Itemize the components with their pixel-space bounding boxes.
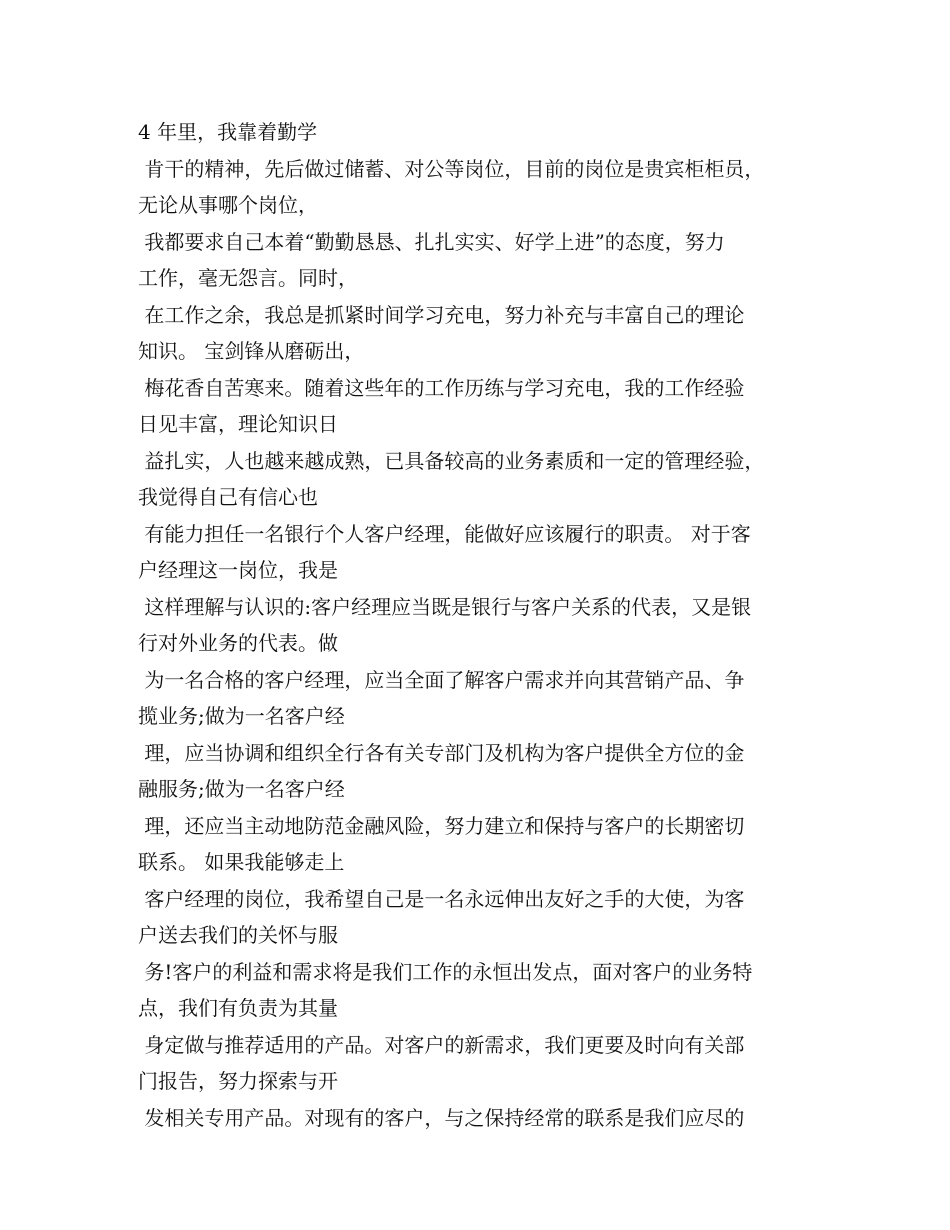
text-line: 理，还应当主动地防范金融风险，努力建立和保持与客户的长期密切 [138, 813, 745, 838]
text-line: 肯干的精神，先后做过储蓄、对公等岗位，目前的岗位是贵宾柜柜员， [138, 156, 765, 181]
text-line: 无论从事哪个岗位， [138, 193, 318, 217]
text-line: 行对外业务的代表。做 [138, 631, 338, 655]
text-line: 我觉得自己有信心也 [138, 485, 318, 509]
text-line: 理，应当协调和组织全行各有关专部门及机构为客户提供全方位的金 [138, 740, 745, 765]
text-line: 这样理解与认识的:客户经理应当既是银行与客户关系的代表，又是银 [138, 594, 752, 619]
text-line: 户送去我们的关怀与服 [138, 923, 338, 947]
text-line: 发相关专用产品。对现有的客户，与之保持经常的联系是我们应尽的 [138, 1105, 745, 1130]
document-body [138, 114, 828, 1136]
text-line: 有能力担任一名银行个人客户经理，能做好应该履行的职责。 对于客 [138, 521, 751, 546]
text-line: 户经理这一岗位，我是 [138, 558, 338, 582]
text-line: 融服务;做为一名客户经 [138, 777, 345, 801]
text-line: 门报告，努力探索与开 [138, 1069, 338, 1093]
text-line: 4 年里，我靠着勤学 [138, 120, 318, 144]
text-line: 知识。 宝剑锋从磨砺出， [138, 339, 365, 363]
text-line: 我都要求自己本着“勤勤恳恳、扎扎实实、好学上进”的态度，努力 [138, 229, 725, 254]
text-line: 为一名合格的客户经理，应当全面了解客户需求并向其营销产品、争 [138, 667, 745, 692]
text-line: 日见丰富，理论知识日 [138, 412, 338, 436]
text-line: 务!客户的利益和需求将是我们工作的永恒出发点，面对客户的业务特 [138, 959, 753, 984]
text-line: 工作，毫无怨言。同时， [138, 266, 358, 290]
text-line: 在工作之余，我总是抓紧时间学习充电，努力补充与丰富自己的理论 [138, 302, 745, 327]
text-line: 联系。 如果我能够走上 [138, 850, 345, 874]
text-line: 身定做与推荐适用的产品。对客户的新需求，我们更要及时向有关部 [138, 1032, 745, 1057]
text-line: 点，我们有负责为其量 [138, 996, 338, 1020]
text-line: 揽业务;做为一名客户经 [138, 704, 345, 728]
text-line: 梅花香自苦寒来。随着这些年的工作历练与学习充电，我的工作经验 [138, 375, 745, 400]
text-line: 客户经理的岗位，我希望自己是一名永远伸出友好之手的大使，为客 [138, 886, 745, 911]
text-line: 益扎实，人也越来越成熟，已具备较高的业务素质和一定的管理经验， [138, 448, 765, 473]
